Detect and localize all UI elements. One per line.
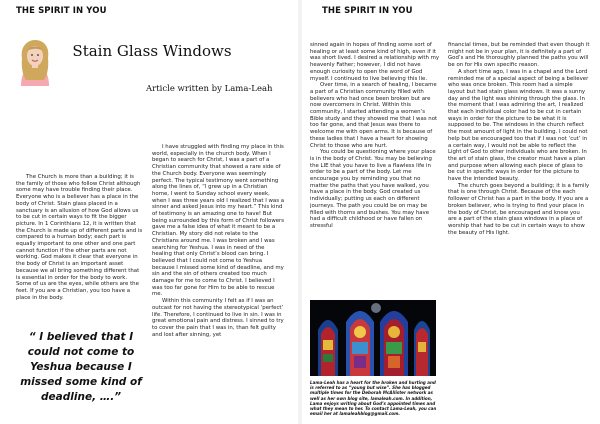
paragraph-outcast: Within this community I felt as if I was an outcast for not having the stereotypical ‘perfect’ life. Therefore, I continued to live in sin. I was in great emotional pain and distress. I sinned to try to cover the pain that I was in, than felt guilty and lost after sinning, yet xyxy=(152,298,284,338)
text-column-right-2 xyxy=(448,42,590,342)
paragraph-struggle: I have struggled with finding my place in this world, especially in the church body. When I began to search for Christ, I was a part of a Christian community that showed a rare side of the Church body. Everyone was seemingly perfect. The typical testimony went something along the lines of, “I grew up in a Christian home, I went to Sunday school every week, when I was three years old I realized that I was a sinner and asked Jesus into my heart.” This kind of testimony is an amazing one to have! But being surrounded by this form of Christ followers gave me a false idea of what it meant to be a Christian. My story did not relate to the Christians around me. I was broken and I was searching for Yeshua. I was in need of the healing that only Christ’s blood can bring. I believed that I could not come to Yeshua because I missed some kind of deadline, and my sin and the sin of others created too much damage for me to come to Christ. I believed I was too far gone for Him to be able to rescue me. xyxy=(152,144,285,298)
paragraph-church-body: The Church is more than a building; it is the family of those who follow Christ although some may have trouble finding their place. Everyone who is a believer has a place in the body of Christ. Stain glass placed in a sanctuary is an allusion of how God allows us to be cut in certain ways to fit the bigger picture. In 1 Corinthians 12, it is written that the Church is made up of different parts and is compared to a human body; each part is equally important to one other and one part cannot function if the other parts are not working. God makes it clear that everyone in the body of Christ is an important asset because we all bring something different that is essential in order for the body to work. Some of us are the eyes, while others are the feet. If you are a Christian, you too have a place in the body. xyxy=(16,174,143,301)
running-header-left: THE SPIRIT IN YOU xyxy=(16,6,107,16)
article-title: Stain Glass Windows xyxy=(72,42,232,60)
author-bio-caption: Lama-Leah has a heart for the broken and hurting and is referred to as “young but wise”. She has blogged multiple times for the Deborah McAllister network as well as her own blog site, lamaleah.com. In addition, Lama enjoys writing about God’s appointed times and what they mean to her. To contact Lama-Leah, you can email her at lamaleahblog@gmail.com. xyxy=(310,380,437,417)
paragraph-church-family: The church goes beyond a building; it is a family that is one through Christ. Because of the each follower of Christ has a part in the body. If you are a broken believer, who is trying to find your place in the body of Christ, be encouraged and know you are a part of the stain glass windows in a place of worship that had to be cut in certain ways to show the beauty of His light. xyxy=(448,182,590,236)
paragraph-sinned-again: sinned again in hopes of finding some sort of healing or at least some kind of high, even if it was short lived. I desired a relationship with my heavenly Father; however, I did not have enough curiosity to open the word of God myself. I continued to live believing this lie. xyxy=(310,42,440,82)
text-column-left xyxy=(16,174,144,320)
author-portrait-image xyxy=(16,38,54,86)
left-page xyxy=(0,0,298,424)
paragraph-chapel: A short time ago, I was in a chapel and the Lord reminded me of a special aspect of being a believer who was once broken. This room had a simple layout but had stain glass windows. It was a sunny day and the light was shining through the glass. In the moment that I was admiring the art, I realized that each individual color had to be cut in certain ways in order for the picture to be what it is supposed to be. The windows in the church reflect the most amount of light in the building. I could not help but be encouraged too that if I was not ‘cut’ in a certain way, I would not be able to reflect the Light of God to other individuals who are broken. In the art of stain glass, the creator must have a plan and purpose when allowing each piece of glass to be cut in specific ways in order for the picture to have the intended beauty. xyxy=(448,68,589,183)
paragraph-questioning: You could be questioning where your place is in the body of Christ. You may be believing the LIE that you have to live a flawless life in order to be a part of the body. Let me encourage you by reminding you that no matter the paths that you have walked, you have a place in the body. God created us individually; putting us each on different journeys. The path you could be on may be filled with thorns and bushes. You may have had a difficult childhood or have fallen on stressful xyxy=(310,149,436,229)
text-column-right-1 xyxy=(310,42,440,294)
running-header-right: THE SPIRIT IN YOU xyxy=(322,6,413,16)
stained-glass-window-image xyxy=(310,300,436,376)
text-column-middle xyxy=(152,144,286,396)
paragraph-financial-times: financial times, but be reminded that even though it might not be in your plan, it is definitely a part of God’s and He thoroughly planned the paths you will be on for His own specific reason. xyxy=(448,42,590,69)
pull-quote: “ I believed that I could not come to Yeshua because I missed some kind of deadline, ….” xyxy=(20,331,142,403)
article-byline: Article written by Lama-Leah xyxy=(146,84,273,94)
paragraph-healing: Over time, in a search of healing, I became a part of a Christian community filled with believers who had once been broken but are now overcomers in Christ. Within this community, I started attending a women’s Bible study and they showed me that I was not too far gone, and that Jesus was there to welcome me with open arms. It is because of these ladies that I have a heart for showing Christ to those who are hurt. xyxy=(310,82,438,149)
